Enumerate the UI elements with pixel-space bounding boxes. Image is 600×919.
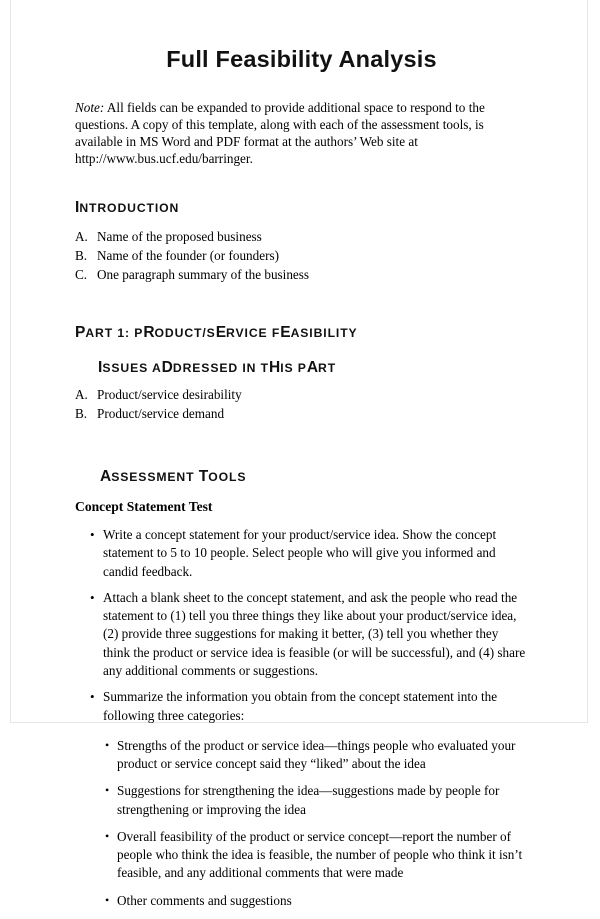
heading-introduction-initial: I [75, 199, 80, 217]
heading-issues-body-1: DRESSED IN T [172, 361, 269, 376]
heading-assessment-tools [75, 424, 528, 486]
assessment-bullet-list [75, 515, 528, 725]
bullet-item [75, 589, 528, 680]
list-item-label: Product/service demand [97, 405, 225, 421]
heading-part-1 [75, 285, 528, 344]
heading-part-1-initial-4: E [280, 323, 291, 341]
note-label: Note: [75, 99, 105, 115]
list-item [75, 228, 528, 247]
heading-issues-initial-1: D [161, 359, 173, 377]
heading-part-1-initial-3: E [215, 323, 227, 341]
sub-bullet-item [75, 737, 528, 774]
bullet-item [75, 526, 528, 581]
bullet-text: Summarize the information you obtain from the concept statement into the following three categories: [103, 689, 498, 723]
list-item-label: Name of the proposed business [97, 229, 262, 245]
heading-issues-initial-0: I [98, 359, 103, 377]
sub-bullet-item [75, 782, 528, 819]
list-item-letter: B. [75, 405, 88, 421]
heading-assessment-initial-0: A [100, 467, 112, 485]
sub-bullet-text: Strengths of the product or service idea—things people who evaluated your product or service concept said they “liked” about the idea [117, 737, 516, 772]
heading-issues-body-3: RT [318, 361, 337, 376]
heading-issues-body-0: SSUES A [102, 361, 162, 376]
heading-part-1-initial: P [75, 323, 86, 341]
heading-assessment-initial-1: T [198, 467, 209, 485]
list-item-label: One paragraph summary of the business [97, 266, 310, 282]
introduction-list [75, 219, 528, 285]
page-title: Full Feasibility Analysis [166, 46, 437, 72]
sub-bullet-text: Other comments and suggestions [117, 892, 292, 908]
list-item-label: Name of the founder (or founders) [97, 247, 279, 263]
heading-part-1-body-2: ODUCT/S [154, 325, 216, 340]
bullet-marker-icon: • [105, 828, 110, 843]
list-item [75, 386, 528, 405]
heading-part-1-body-3: RVICE F [226, 325, 281, 340]
list-item-letter: B. [75, 247, 88, 263]
heading-issues-initial-2: H [269, 359, 281, 377]
heading-assessment-body-0: SSESSMENT [111, 469, 199, 484]
bullet-marker-icon: • [105, 783, 110, 798]
bullet-marker-icon: • [105, 737, 110, 752]
heading-part-1-body: ART 1: P [85, 325, 144, 340]
bullet-text: Attach a blank sheet to the concept statement, and ask the people who read the statement to (1) tell you three things they like about your product/service idea, (2) provide three suggestions for making it better, (3) tell you whether they think the product or service idea is feasible (or will be successful), and (4) share any additional comments or suggestions. [103, 589, 526, 678]
bullet-marker-icon: • [90, 689, 95, 705]
heading-concept-statement-test: Concept Statement Test [75, 498, 213, 514]
list-item-letter: A. [75, 387, 88, 403]
bullet-marker-icon: • [90, 526, 95, 542]
sub-bullet-text: Overall feasibility of the product or service concept—report the number of people who think the idea is feasible, the number of people who think it isn’t feasible, and any additional comments that were made [117, 828, 523, 881]
list-item-letter: C. [75, 266, 88, 282]
heading-part-1-initial-2: R [143, 323, 155, 341]
list-item [75, 247, 528, 266]
bullet-marker-icon: • [90, 589, 95, 605]
heading-introduction [75, 167, 528, 219]
heading-issues-addressed [75, 343, 528, 377]
bullet-marker-icon: • [105, 892, 110, 907]
list-item-letter: A. [75, 229, 88, 245]
assessment-sub-bullet-list [75, 733, 528, 910]
bullet-item [75, 688, 528, 725]
sub-bullet-text: Suggestions for strengthening the idea—suggestions made by people for strengthening or improving the idea [117, 783, 500, 817]
heading-introduction-body: NTRODUCTION [79, 201, 180, 216]
heading-issues-initial-3: A [306, 359, 319, 377]
list-item-label: Product/service desirability [97, 387, 242, 403]
heading-part-1-body-4: ASIBILITY [290, 325, 358, 340]
document-content [75, 0, 528, 919]
note-text: All fields can be expanded to provide additional space to respond to the questions. A copy of this template, along with each of the assessment tools, is available in MS Word and PDF format at the authors’ Web site at http://www.bus.ucf.edu/barringer. [75, 99, 485, 167]
list-item [75, 266, 528, 285]
bullet-text: Write a concept statement for your product/service idea. Show the concept statement to 5 to 10 people. Select people who will give you informed and candid feedback. [103, 526, 497, 579]
part-1-list [75, 377, 528, 424]
sub-bullet-item [75, 828, 528, 883]
list-item [75, 405, 528, 424]
heading-issues-body-2: IS P [280, 361, 307, 376]
sub-bullet-item [75, 892, 528, 910]
note-paragraph [75, 73, 528, 168]
heading-assessment-body-1: OOLS [208, 469, 247, 484]
